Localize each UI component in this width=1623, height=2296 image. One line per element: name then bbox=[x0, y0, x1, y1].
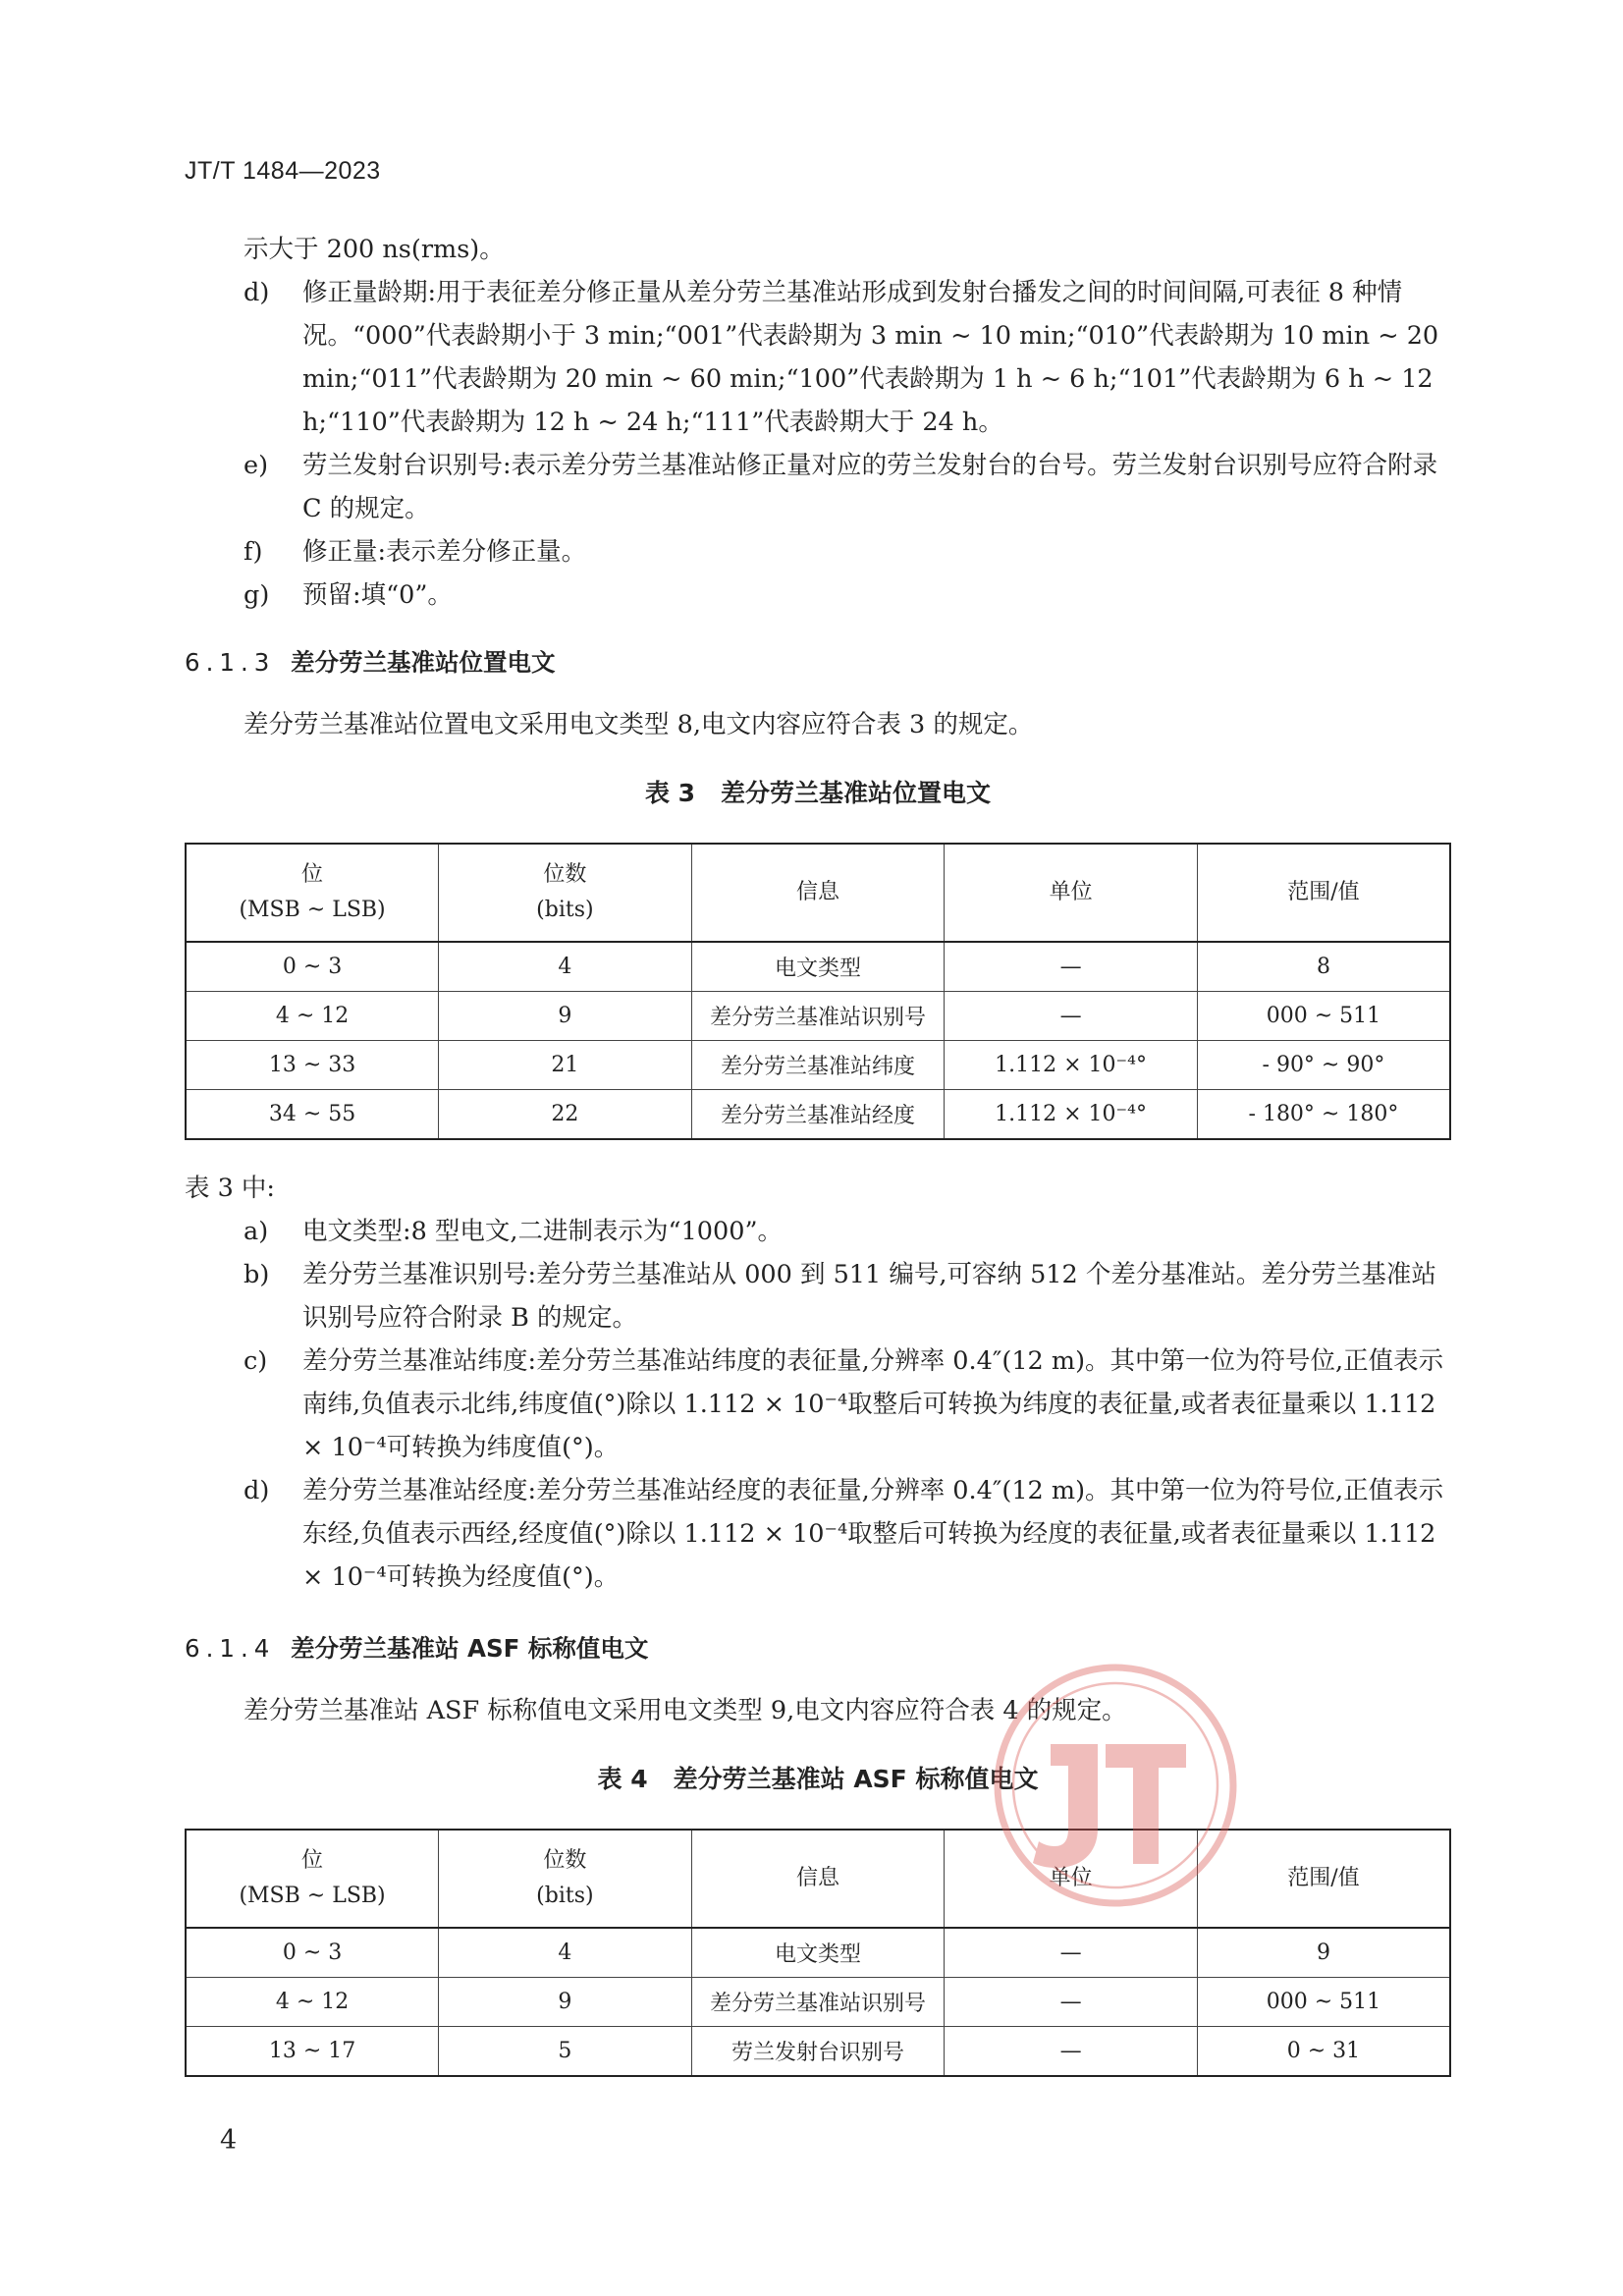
list-text: 修正量:表示差分修正量。 bbox=[302, 537, 587, 567]
cell-unit: 1.112 × 10⁻⁴° bbox=[945, 1090, 1198, 1140]
cell-range: 9 bbox=[1197, 1928, 1450, 1978]
cell-bit: 4 ~ 12 bbox=[186, 1978, 439, 2027]
table-3-caption bbox=[185, 774, 1451, 809]
caption-title: 差分劳兰基准站位置电文 bbox=[721, 779, 992, 807]
cell-unit: 1.112 × 10⁻⁴° bbox=[945, 1041, 1198, 1090]
list-marker: c) bbox=[243, 1346, 268, 1376]
list-marker: e) bbox=[243, 451, 269, 480]
list-text: 修正量龄期:用于表征差分修正量从差分劳兰基准站形成到发射台播发之间的时间间隔,可表征 8 种情况。“000”代表龄期小于 3 min;“001”代表龄期为 3 min ~ 10 min;“010”代表龄期为 10 min ~ 20 min;“011”代表龄期为 20 min ~ 60 min;“100”代表龄期为 1 h ~ 6 h;“101”代表龄期为 6 h ~ 12 h;“110”代表龄期为 12 h ~ 24 h;“111”代表龄期大于 24 h。 bbox=[302, 278, 1439, 437]
stamp-outer-ring bbox=[998, 1667, 1233, 1903]
cell-range: 0 ~ 31 bbox=[1197, 2027, 1450, 2077]
cell-info: 差分劳兰基准站识别号 bbox=[691, 992, 945, 1041]
cell-unit: — bbox=[945, 2027, 1198, 2077]
table-row bbox=[186, 942, 1450, 992]
header-unit: 单位 bbox=[945, 1830, 1198, 1928]
cell-info: 差分劳兰基准站纬度 bbox=[691, 1041, 945, 1090]
cell-unit: — bbox=[945, 942, 1198, 992]
list-marker: d) bbox=[243, 278, 270, 307]
cell-bit: 34 ~ 55 bbox=[186, 1090, 439, 1140]
page-number: 4 bbox=[220, 2125, 238, 2156]
list-text: 差分劳兰基准站纬度:差分劳兰基准站纬度的表征量,分辨率 0.4″(12 m)。其中第一位为符号位,正值表示南纬,负值表示北纬,纬度值(°)除以 1.112 × 10⁻⁴取整后可转换为纬度的表征量,或者表征量乘以 1.112 × 10⁻⁴可转换为纬度值(°)。 bbox=[302, 1346, 1444, 1462]
list-item-g bbox=[185, 574, 1451, 617]
caption-number: 表 4 bbox=[597, 1765, 648, 1793]
header-info: 信息 bbox=[691, 844, 945, 942]
section-title: 差分劳兰基准站位置电文 bbox=[291, 648, 556, 677]
table-header-row bbox=[186, 1830, 1450, 1928]
table-row bbox=[186, 1978, 1450, 2027]
list-item-f bbox=[185, 530, 1451, 574]
cell-info: 电文类型 bbox=[691, 1928, 945, 1978]
document-code-header: JT/T 1484—2023 bbox=[185, 157, 381, 185]
jt-watermark-stamp bbox=[990, 1660, 1241, 1911]
header-info: 信息 bbox=[691, 1830, 945, 1928]
intro-paragraph: 差分劳兰基准站位置电文采用电文类型 8,电文内容应符合表 3 的规定。 bbox=[243, 710, 1034, 739]
note-item-c bbox=[185, 1339, 1451, 1469]
continuation-line: 示大于 200 ns(rms)。 bbox=[243, 235, 505, 264]
table-4 bbox=[185, 1829, 1451, 2077]
section-number: 6.1.3 bbox=[185, 648, 276, 677]
list-marker: a) bbox=[243, 1217, 269, 1246]
header-bits: 位数 (bits) bbox=[439, 1830, 692, 1928]
notes-lead: 表 3 中: bbox=[185, 1174, 276, 1203]
cell-unit: — bbox=[945, 1928, 1198, 1978]
cell-bits: 5 bbox=[439, 2027, 692, 2077]
list-marker: f) bbox=[243, 537, 263, 567]
list-marker: g) bbox=[243, 580, 270, 610]
header-range: 范围/值 bbox=[1197, 844, 1450, 942]
intro-paragraph: 差分劳兰基准站 ASF 标称值电文采用电文类型 9,电文内容应符合表 4 的规定。 bbox=[243, 1696, 1127, 1725]
cell-bit: 13 ~ 33 bbox=[186, 1041, 439, 1090]
header-bits: 位数 (bits) bbox=[439, 844, 692, 942]
cell-bits: 9 bbox=[439, 1978, 692, 2027]
section-number: 6.1.4 bbox=[185, 1634, 276, 1663]
cell-bits: 4 bbox=[439, 1928, 692, 1978]
list-text: 差分劳兰基准识别号:差分劳兰基准站从 000 到 511 编号,可容纳 512 个差分基准站。差分劳兰基准站识别号应符合附录 B 的规定。 bbox=[302, 1260, 1436, 1333]
cell-range: - 180° ~ 180° bbox=[1197, 1090, 1450, 1140]
cell-range: 000 ~ 511 bbox=[1197, 992, 1450, 1041]
list-item-e bbox=[185, 444, 1451, 530]
cell-unit: — bbox=[945, 992, 1198, 1041]
table-row bbox=[186, 2027, 1450, 2077]
header-bit-sub: (MSB ~ LSB) bbox=[239, 898, 386, 922]
list-text: 劳兰发射台识别号:表示差分劳兰基准站修正量对应的劳兰发射台的台号。劳兰发射台识别号应符合附录 C 的规定。 bbox=[302, 451, 1438, 523]
cell-info: 电文类型 bbox=[691, 942, 945, 992]
header-bit-sub: (MSB ~ LSB) bbox=[239, 1884, 386, 1908]
table-row bbox=[186, 1928, 1450, 1978]
cell-bits: 22 bbox=[439, 1090, 692, 1140]
header-bit: 位 (MSB ~ LSB) bbox=[186, 1830, 439, 1928]
list-item-d bbox=[185, 271, 1451, 444]
cell-range: 000 ~ 511 bbox=[1197, 1978, 1450, 2027]
caption-title: 差分劳兰基准站 ASF 标称值电文 bbox=[673, 1765, 1039, 1793]
note-item-d bbox=[185, 1469, 1451, 1599]
list-text: 预留:填“0”。 bbox=[302, 580, 453, 610]
cell-bits: 21 bbox=[439, 1041, 692, 1090]
cell-bit: 0 ~ 3 bbox=[186, 1928, 439, 1978]
cell-bits: 4 bbox=[439, 942, 692, 992]
header-unit: 单位 bbox=[945, 844, 1198, 942]
list-text: 差分劳兰基准站经度:差分劳兰基准站经度的表征量,分辨率 0.4″(12 m)。其中第一位为符号位,正值表示东经,负值表示西经,经度值(°)除以 1.112 × 10⁻⁴取整后可转换为经度的表征量,或者表征量乘以 1.112 × 10⁻⁴可转换为经度值(°)。 bbox=[302, 1476, 1444, 1592]
cell-range: 8 bbox=[1197, 942, 1450, 992]
cell-bit: 13 ~ 17 bbox=[186, 2027, 439, 2077]
list-marker: d) bbox=[243, 1476, 270, 1505]
note-item-a bbox=[185, 1210, 1451, 1253]
section-6-1-4-heading bbox=[185, 1630, 1451, 1665]
cell-bits: 9 bbox=[439, 992, 692, 1041]
cell-unit: — bbox=[945, 1978, 1198, 2027]
table-3 bbox=[185, 843, 1451, 1140]
cell-info: 劳兰发射台识别号 bbox=[691, 2027, 945, 2077]
stamp-jt-logo bbox=[1033, 1744, 1186, 1868]
list-text: 电文类型:8 型电文,二进制表示为“1000”。 bbox=[302, 1217, 783, 1246]
cell-info: 差分劳兰基准站识别号 bbox=[691, 1978, 945, 2027]
cell-bit: 4 ~ 12 bbox=[186, 992, 439, 1041]
table-header-row bbox=[186, 844, 1450, 942]
table-row bbox=[186, 992, 1450, 1041]
header-range: 范围/值 bbox=[1197, 1830, 1450, 1928]
cell-bit: 0 ~ 3 bbox=[186, 942, 439, 992]
header-bits-sub: (bits) bbox=[536, 1884, 594, 1908]
list-marker: b) bbox=[243, 1260, 270, 1289]
cell-info: 差分劳兰基准站经度 bbox=[691, 1090, 945, 1140]
table-3-notes bbox=[185, 1167, 1451, 1599]
section-6-1-3-intro bbox=[185, 703, 1451, 746]
section-title: 差分劳兰基准站 ASF 标称值电文 bbox=[291, 1634, 649, 1663]
table-row bbox=[186, 1041, 1450, 1090]
section-6-1-4-intro bbox=[185, 1689, 1451, 1732]
table-row bbox=[186, 1090, 1450, 1140]
note-item-b bbox=[185, 1253, 1451, 1339]
caption-number: 表 3 bbox=[644, 779, 696, 807]
section-6-1-3-heading bbox=[185, 644, 1451, 679]
top-continuation-block bbox=[185, 228, 1451, 617]
header-bits-sub: (bits) bbox=[536, 898, 594, 922]
cell-range: - 90° ~ 90° bbox=[1197, 1041, 1450, 1090]
table-4-caption bbox=[185, 1760, 1451, 1795]
header-bit: 位 (MSB ~ LSB) bbox=[186, 844, 439, 942]
